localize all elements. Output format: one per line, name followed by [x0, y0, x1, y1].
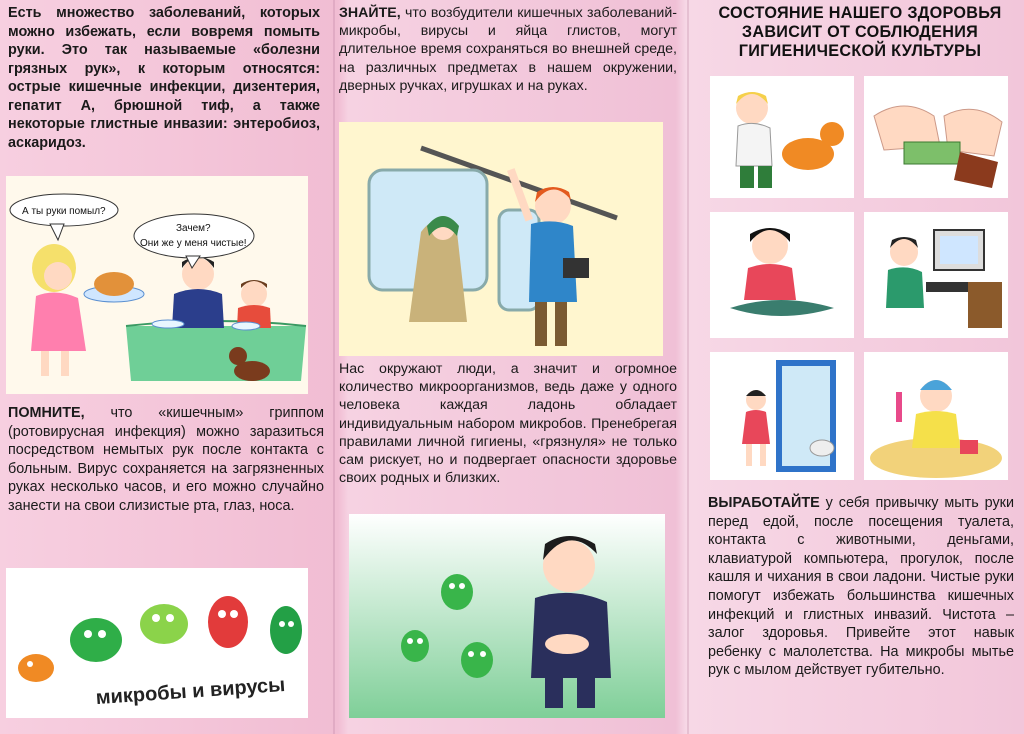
panel-right-heading: СОСТОЯНИЕ НАШЕГО ЗДОРОВЬЯ ЗАВИСИТ ОТ СОБЛЮДЕНИЯ ГИГИЕНИЧЕСКОЙ КУЛЬТУРЫ — [718, 4, 1002, 60]
remember-lead: ПОМНИТЕ, — [8, 405, 85, 421]
fold-line-right — [687, 0, 689, 734]
know-lead: ЗНАЙТЕ, — [339, 5, 401, 21]
microbe-green-3 — [270, 606, 302, 654]
panel-left — [0, 0, 332, 734]
develop-lead: ВЫРАБОТАЙТЕ — [708, 495, 820, 511]
hygiene-sandbox-illustration — [864, 352, 1008, 480]
stomachache-illustration — [349, 514, 665, 718]
microbe-top — [441, 574, 473, 610]
microbes-illustration — [6, 568, 308, 718]
know-text: что возбудители кишечных заболеваний-микробы, вирусы и яйца глистов, могут длительное время сохраняться во внешней среде, на различных предметах в нашем окружении, дверных ручках, игрушках и на руках. — [339, 5, 677, 94]
microbe-orange — [18, 654, 54, 682]
hygiene-computer-illustration — [864, 212, 1008, 338]
bubble-father-text-1: Зачем? — [176, 223, 211, 234]
microbe-red — [208, 596, 248, 648]
hygiene-toilet-illustration — [710, 352, 854, 480]
remember-text: что «кишечным» гриппом (ротовирусная инфекция) можно заразиться посредством немытых рук после контакта с больным. Вирус сохраняется на загрязненных руках несколько часов, и его можно случайно занести на свои слизистые рта, глаз, носа. — [8, 405, 324, 514]
intro-text: Есть множество заболеваний, которых можно избежать, если вовремя помыть руки. Это так называемые «болезни грязных рук», к которым относятся: острые кишечные инфекции, дизентерия, гепатит А, брюшной тиф, а также некоторые глистные инвазии: энтеробиоз, аскаридоз. — [8, 5, 320, 151]
microbe-green-1 — [70, 618, 122, 662]
bus-passengers-illustration — [339, 122, 663, 356]
microbe-right — [461, 642, 493, 678]
microbe-left — [401, 630, 429, 662]
bubble-father-text-2: Они же у меня чистые! — [140, 238, 247, 249]
develop-paragraph — [708, 494, 1014, 680]
develop-text: у себя привычку мыть руки перед едой, после посещения туалета, контакта с животными, деньгами, клавиатурой компьютера, прогулок, после кашля и чихания в свои ладони. Чистые руки помогут избежать большинства кишечных инфекций и глистных инвазий. Чистота – залог здоровья. Привейте этот навык ребенку с малолетства. На микробы мытье рук с мылом действует губительно. — [708, 495, 1014, 679]
family-dinner-illustration — [6, 176, 308, 394]
hygiene-money-illustration — [864, 76, 1008, 198]
bubble-mother-text: А ты руки помыл? — [22, 206, 106, 217]
panel-middle — [335, 0, 685, 734]
people-paragraph: Нас окружают люди, а значит и огромное количество микроорганизмов, ведь даже у одного человека каждая ладонь обладает индивидуальным набором микробов. Пренебрегая правилами личной гигиены, «грязнуля» не только сам рискует, но и подвергает опасности здоровье своих родных и близких. — [339, 361, 677, 487]
hygiene-pet-cat-illustration — [710, 76, 854, 198]
know-paragraph — [339, 4, 677, 95]
hygiene-fish-illustration — [710, 212, 854, 338]
microbes-caption: микробы и вирусы — [95, 673, 286, 710]
remember-paragraph — [8, 404, 324, 516]
microbe-green-2 — [140, 604, 188, 644]
